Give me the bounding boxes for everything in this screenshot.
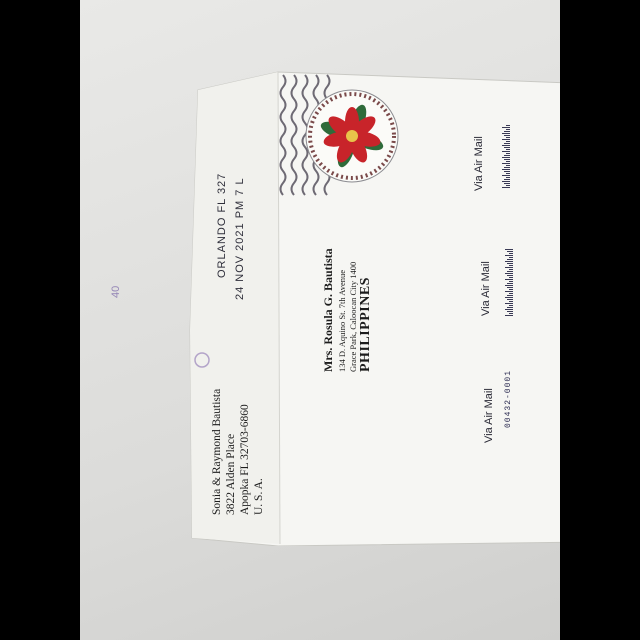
sender-country: U. S. A. [253,478,265,515]
tracking-code: 00432-0001 [504,369,513,428]
recipient-line-1: 134 D. Aquino St. 7th Avenue [337,269,347,372]
air-mail-label-top: Via Air Mail [473,136,485,191]
barcode-top [502,125,510,188]
handwritten-mark: 40 [110,285,122,298]
air-mail-label-middle: Via Air Mail [480,261,492,316]
air-mail-label-bottom: Via Air Mail [483,388,495,443]
sender-name: Sonia & Raymond Bautista [211,388,223,515]
postmark-city: ORLANDO FL 327 [216,172,228,278]
recipient-country: PHILIPPINES [358,277,373,372]
recipient-name: Mrs. Rosula G. Bautista [321,248,335,372]
sender-city: Apopka FL 32703-6860 [239,404,251,515]
recipient-line-2: Grace Park, Caloocan City 1400 [348,261,358,372]
postmark-date: 24 NOV 2021 PM 7 L [234,177,246,300]
poinsettia-stamp-icon [306,90,398,182]
sender-street: 3822 Alden Place [225,433,237,515]
photo-background [80,0,560,640]
barcode-middle [505,249,513,316]
